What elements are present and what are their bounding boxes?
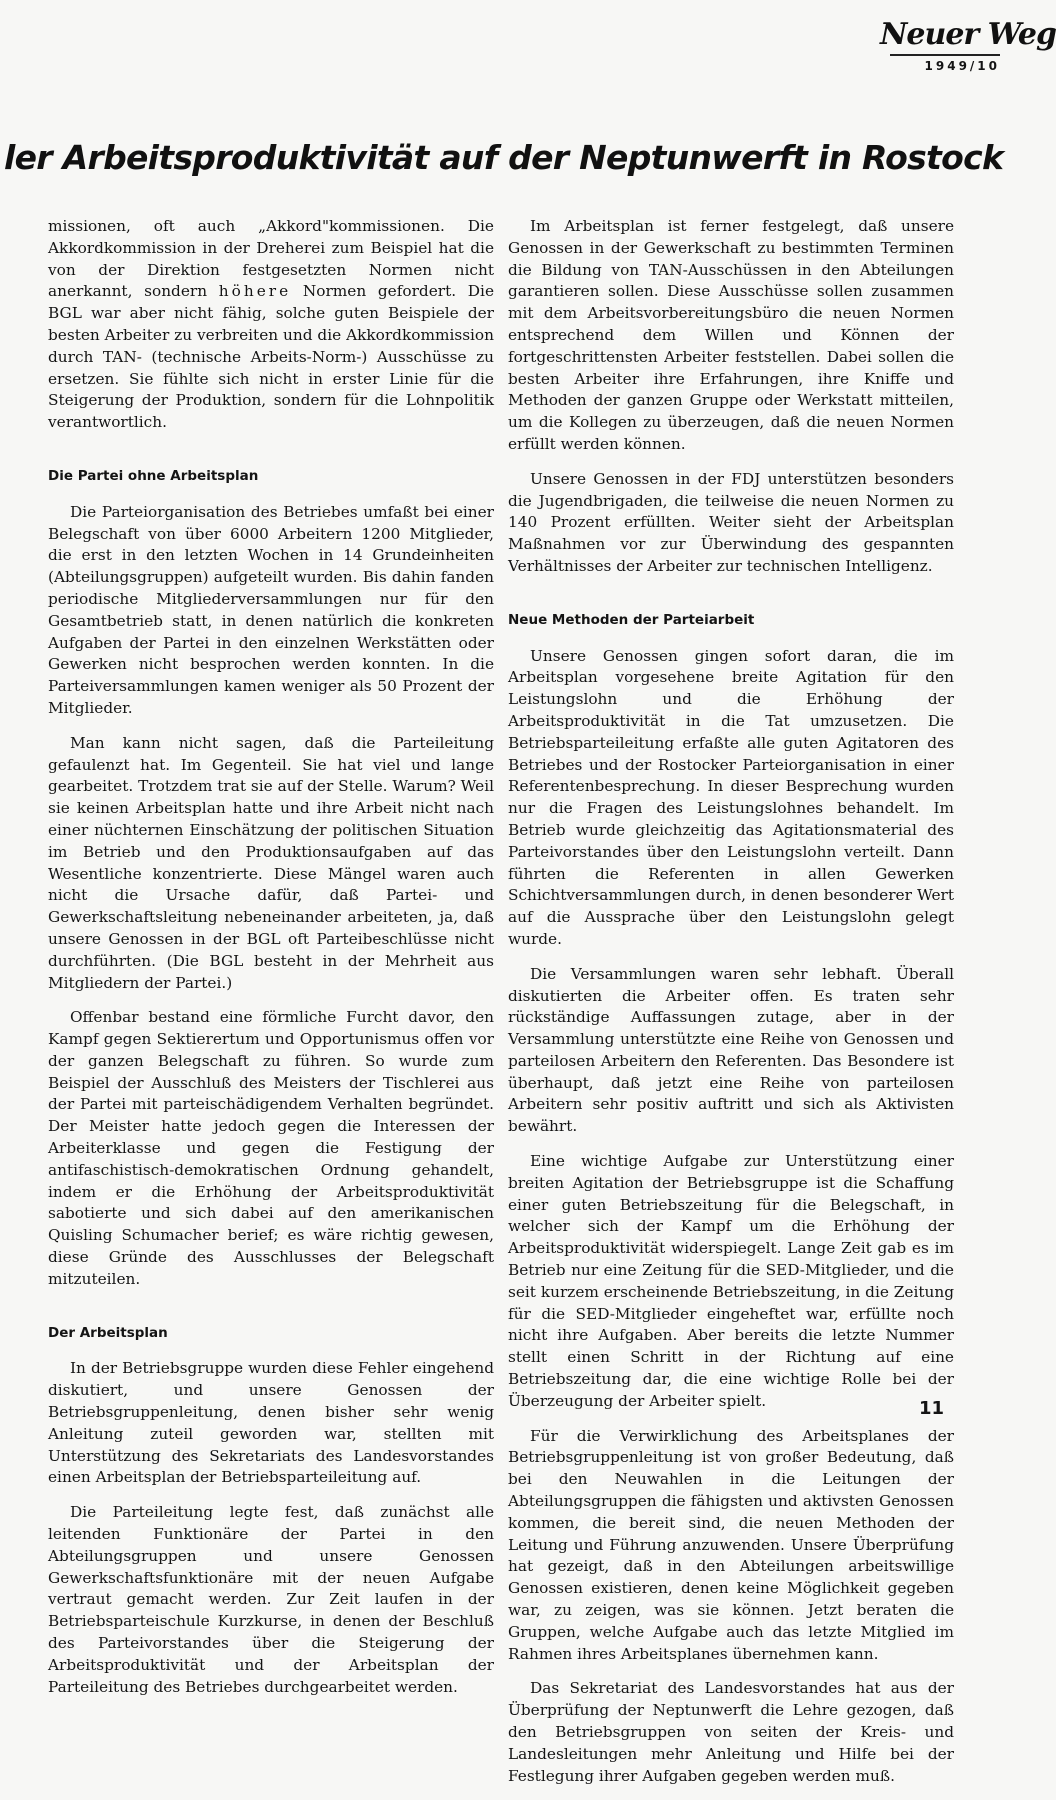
right-column xyxy=(508,216,954,1800)
intro-text-a: missionen, oft auch „Akkord"kommissionen. Die Akkordkommission in der Dreherei zum Beispiel hat die von der Direktion festgesetzten Normen nicht anerkannt, sondern xyxy=(48,217,494,301)
masthead-rule xyxy=(890,54,1000,56)
paragraph: Das Sekretariat des Landesvorstandes hat aus der Überprüfung der Neptunwerft die Lehre gezogen, daß den Betriebsgruppen von seiten der Kreis- und Landesleitungen mehr Anleitung und Hilfe bei der Festlegung ihrer Aufgaben gegeben werden muß. xyxy=(508,1679,954,1785)
masthead xyxy=(880,17,1056,73)
section-heading-arbeitsplan: Der Arbeitsplan xyxy=(48,1324,168,1341)
page-number: 11 xyxy=(918,1398,944,1419)
paragraph: Die Parteiorganisation des Betriebes umfaßt bei einer Belegschaft von über 6000 Arbeitern 1200 Mitglieder, die erst in den letzten Wochen in 14 Grundeinheiten (Abteilungsgruppen) aufgeteilt wurden. Bis dahin fanden periodische Mitgliederversammlungen nur für den Gesamtbetrieb statt, in denen natürlich die konkreten Aufgaben der Partei in den einzelnen Werkstätten oder Gewerken nicht besprochen werden konnten. In die Parteiversammlungen kamen weniger als 50 Prozent der Mitglieder. xyxy=(48,502,494,717)
paragraph: Im Arbeitsplan ist ferner festgelegt, daß unsere Genossen in der Gewerkschaft zu bestimmten Terminen die Bildung von TAN-Ausschüssen in den Abteilungen garantieren sollen. Diese Ausschüsse sollen zusammen mit dem Arbeitsvorbereitungsbüro die neuen Normen entsprechend dem Willen und Können der fortgeschrittensten Arbeiter feststellen. Dabei sollen die besten Arbeiter ihre Erfahrungen, ihre Kniffe und Methoden der ganzen Gruppe oder Werkstatt mitteilen, um die Kollegen zu überzeugen, daß die neuen Normen erfüllt werden können. xyxy=(508,217,954,453)
intro-text-c: Normen gefordert. Die BGL war aber nicht fähig, solche guten Beispiele der besten Arbeiter zu verbreiten und die Akkordkommission durch TAN- (technische Arbeits-Norm-) Ausschüsse zu ersetzen. Sie fühlte sich nicht in erster Linie für die Steigerung der Produktion, sondern für die Lohnpolitik verantwortlich. xyxy=(48,282,494,432)
issue-number: 1949/10 xyxy=(924,59,1000,73)
paragraph: Man kann nicht sagen, daß die Parteileitung gefaulenzt hat. Im Gegenteil. Sie hat viel und lange gearbeitet. Trotzdem trat sie auf der Stelle. Warum? Weil sie keinen Arbeitsplan hatte und ihre Arbeit nicht nach einer nüchternen Einschätzung der politischen Situation im Betrieb und den Produktionsaufgaben auf das Wesentliche konzentrierte. Diese Mängel waren auch nicht die Ursache dafür, daß Partei- und Gewerkschaftsleitung nebeneinander arbeiteten, ja, daß unsere Genossen in der BGL oft Parteibeschlüsse nicht durchführten. (Die BGL besteht in der Mehrheit aus Mitgliedern der Partei.) xyxy=(48,733,494,992)
left-column xyxy=(48,216,494,1711)
section-heading-neue-methoden: Neue Methoden der Parteiarbeit xyxy=(508,611,755,628)
paragraph: Die Parteileitung legte fest, daß zunächst alle leitenden Funktionäre der Partei in den Abteilungsgruppen und unsere Genossen Gewerkschaftsfunktionäre mit der neuen Aufgabe vertraut gemacht werden. Zur Zeit laufen in der Betriebsparteischule Kurzkurse, in denen der Beschluß des Parteivorstandes über die Steigerung der Arbeitsproduktivität und der Arbeitsplan der Parteileitung des Betriebes durchgearbeitet werden. xyxy=(48,1503,494,1696)
section-heading-partei-ohne-arbeitsplan: Die Partei ohne Arbeitsplan xyxy=(48,467,259,484)
intro-emphasis: höhere xyxy=(218,282,292,301)
paragraph: Unsere Genossen gingen sofort daran, die im Arbeitsplan vorgesehene breite Agitation für den Leistungslohn und die Erhöhung der Arbeitsproduktivität in die Tat umzusetzen. Die Betriebsparteileitung erfaßte alle guten Agitatoren des Betriebes und der Rostocker Parteiorganisation in einer Referentenbesprechung. In dieser Besprechung wurden nur die Fragen des Leistungslohnes behandelt. Im Betrieb wurde gleichzeitig das Agitationsmaterial des Parteivorstandes über den Leistungslohn verteilt. Dann führten die Referenten in allen Gewerken Schichtversammlungen durch, in denen besonderer Wert auf die Aussprache über den Leistungslohn gelegt wurde. xyxy=(508,646,954,948)
paragraph: Eine wichtige Aufgabe zur Unterstützung einer breiten Agitation der Betriebsgruppe ist die Schaffung einer guten Betriebszeitung für die Belegschaft, in welcher sich der Kampf um die Erhöhung der Arbeitsproduktivität widerspiegelt. Lange Zeit gab es im Betrieb nur eine Zeitung für die SED-Mitglieder, und die seit kurzem erscheinende Betriebszeitung, in die Zeitung für die SED-Mitglieder eingeheftet war, erfüllte noch nicht ihre Aufgaben. Aber bereits die letzte Nummer stellt einen Schritt in der Richtung auf eine Betriebszeitung dar, die eine wichtige Rolle bei der Überzeugung der Arbeiter spielt. xyxy=(508,1152,954,1410)
masthead-logo: Neuer Weg xyxy=(880,17,1056,52)
paragraph: Die Versammlungen waren sehr lebhaft. Überall diskutierten die Arbeiter offen. Es traten sehr rückständige Auffassungen zutage, aber in der Versammlung unterstützte eine Reihe von Genossen und parteilosen Arbeitern den Referenten. Das Besondere ist überhaupt, daß jetzt eine Reihe von parteilosen Arbeitern sehr positiv auftritt und sich als Aktivisten bewährt. xyxy=(508,964,954,1136)
intro-paragraph xyxy=(48,216,494,434)
article-headline: ler Arbeitsproduktivität auf der Neptunwerft in Rostock xyxy=(4,138,1004,177)
paragraph: Offenbar bestand eine förmliche Furcht davor, den Kampf gegen Sektierertum und Opportunismus offen vor der ganzen Belegschaft zu führen. So wurde zum Beispiel der Ausschluß des Meisters der Tischlerei aus der Partei mit parteischädigendem Verhalten begründet. Der Meister hatte jedoch gegen die Interessen der Arbeiterklasse und gegen die Festigung der antifaschistisch-demokratischen Ordnung gehandelt, indem er die Erhöhung der Arbeitsproduktivität sabotierte und sich dabei auf den amerikanischen Quisling Schumacher berief; es wäre richtig gewesen, diese Gründe des Ausschlusses der Belegschaft mitzuteilen. xyxy=(48,1008,494,1288)
paragraph: Für die Verwirklichung des Arbeitsplanes der Betriebsgruppenleitung ist von großer Bedeutung, daß bei den Neuwahlen in die Leitungen der Abteilungsgruppen die fähigsten und aktivsten Genossen kommen, die bereit sind, die neuen Methoden der Leitung und Führung anzuwenden. Unsere Überprüfung hat gezeigt, daß in den Abteilungen arbeitswillige Genossen existieren, denen keine Möglichkeit gegeben war, zu zeigen, was sie können. Jetzt beraten die Gruppen, welche Aufgabe auch das letzte Mitglied im Rahmen ihres Arbeitsplanes übernehmen kann. xyxy=(508,1426,954,1663)
paragraph: Unsere Genossen in der FDJ unterstützen besonders die Jugendbrigaden, die teilweise die neuen Normen zu 140 Prozent erfüllten. Weiter sieht der Arbeitsplan Maßnahmen vor zur Überwindung des gespannten Verhältnisses der Arbeiter zur technischen Intelligenz. xyxy=(508,469,954,575)
paragraph: In der Betriebsgruppe wurden diese Fehler eingehend diskutiert, und unsere Genossen der Betriebsgruppenleitung, denen bisher sehr wenig Anleitung zuteil geworden war, stellten mit Unterstützung des Sekretariats des Landesvorstandes einen Arbeitsplan der Betriebsparteileitung auf. xyxy=(48,1359,494,1487)
